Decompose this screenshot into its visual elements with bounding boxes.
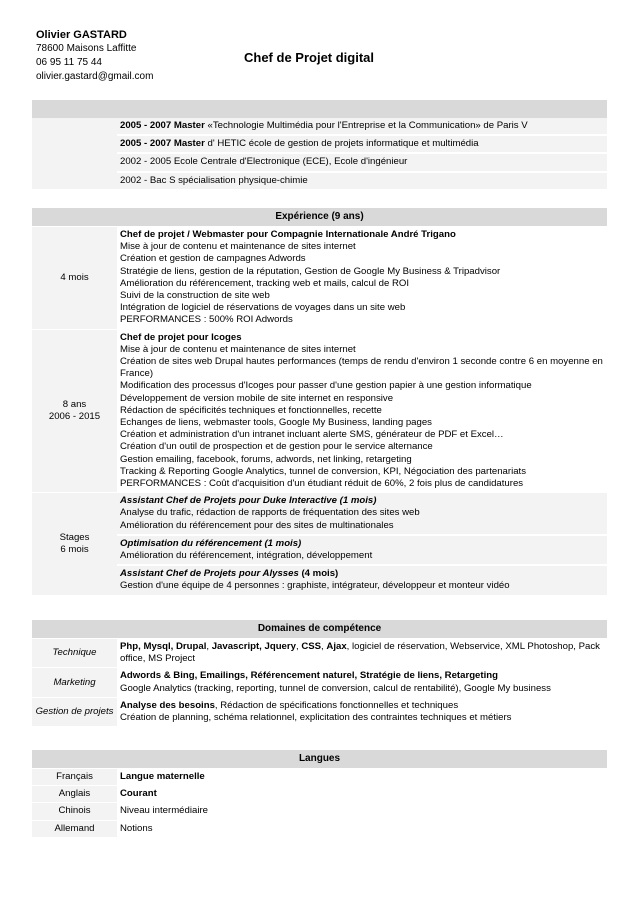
job-task: Création et administration d'un intranet incluant alerte SMS, générateur de PDF et Excel… (120, 429, 504, 441)
skill-keywords: Adwords & Bing, Emailings, Référencement naturel, Stratégie de liens, Retargeting (120, 670, 498, 682)
education-entry (117, 135, 607, 153)
language-level: Niveau intermédiaire (117, 803, 607, 820)
education-table (32, 118, 607, 189)
language-level: Courant (117, 786, 607, 803)
experience-section (32, 208, 607, 595)
internship-row (32, 565, 607, 594)
internship-task: Gestion d'une équipe de 4 personnes : graphiste, intégrateur, développeur et monteur vidéo (120, 580, 510, 592)
candidate-name: Olivier GASTARD (36, 29, 127, 41)
email: olivier.gastard@gmail.com (36, 71, 154, 82)
education-row (32, 153, 607, 171)
job-task: Stratégie de liens, gestion de la réputation, Gestion de Google My Business & Tripadvisor (120, 265, 501, 277)
skill-item: , logiciel de réservation, Webservice, XML Photoshop, Pack office, MS Project (120, 641, 600, 665)
skill-item: Javascript, Jquery (211, 641, 296, 652)
skill-line (120, 700, 604, 712)
duration-text: Stages (59, 531, 90, 543)
skill-text: Google Analytics (tracking, reporting, tunnel de conversion, calcul de rentabilité), Google My business (120, 682, 551, 694)
job-title: Chef de projet / Webmaster pour Compagnie Internationale André Trigano (120, 229, 456, 240)
language-row (32, 803, 607, 820)
education-heading (32, 100, 607, 118)
duration-text: 6 mois (60, 543, 89, 555)
job-task: Développement de version mobile de site internet en responsive (120, 392, 394, 404)
language-name: Allemand (32, 820, 117, 837)
internship-title: Assistant Chef de Projets pour Duke Interactive (1 mois) (120, 495, 377, 507)
duration-text: 2006 - 2015 (48, 410, 101, 422)
skill-details (117, 668, 607, 697)
address: 78600 Maisons Laffitte (36, 43, 137, 54)
skill-domain: Marketing (32, 668, 117, 697)
skill-item: CSS (301, 641, 322, 652)
internship-task: Analyse du trafic, rédaction de rapports de fréquentation des sites web (120, 507, 420, 519)
skill-keywords: Analyse des besoins (120, 699, 215, 711)
education-row (32, 118, 607, 135)
education-row (32, 172, 607, 189)
skill-item: , (206, 641, 212, 652)
job-task: Mise à jour de contenu et maintenance de sites internet (120, 241, 356, 253)
document-title: Chef de Projet digital (244, 50, 375, 65)
languages-table (32, 768, 607, 837)
job-task: PERFORMANCES : 500% ROI Adwords (120, 314, 293, 326)
job-title: Chef de projet pour Icoges (120, 331, 242, 343)
internship-title: Optimisation du référencement (1 mois) (120, 537, 302, 549)
internship-details (117, 493, 607, 535)
internship-details (117, 565, 607, 594)
experience-details (117, 227, 607, 330)
education-entry (117, 153, 607, 171)
job-task: Intégration de logiciel de réservations de voyages dans un site web (120, 302, 406, 314)
language-name: Chinois (32, 803, 117, 820)
job-task: Gestion emailing, facebook, forums, adwords, net linking, retargeting (120, 453, 412, 465)
skill-text: Création de planning, schéma relationnel, explicitation des contraintes techniques et métiers (120, 712, 512, 724)
internship-task: Amélioration du référencement pour des sites de multinationales (120, 519, 394, 531)
languages-section (32, 750, 607, 837)
internship-title-line (120, 495, 604, 507)
education-left-cell (32, 118, 117, 189)
language-level: Langue maternelle (117, 769, 607, 786)
skill-item: Php, Mysql, Drupal (120, 641, 207, 652)
job-task: PERFORMANCES : Coût d'acquisition d'un étudiant réduit de 60%, 2 fois plus de candidatures (120, 478, 524, 490)
job-task: Création de sites web Drupal hautes performances (temps de rendu d'environ 1 seconde contre 6 en moyenne en France) (120, 356, 603, 380)
education-description: 2002 - 2005 Ecole Centrale d'Electronique (ECE), Ecole d'ingénieur (120, 156, 408, 168)
internship-title: Assistant Chef de Projets pour Alysses (120, 568, 299, 580)
skill-row (32, 668, 607, 697)
skill-details (117, 639, 607, 668)
internship-details (117, 535, 607, 565)
education-description: 2002 - Bac S spécialisation physique-chimie (120, 174, 308, 186)
language-row (32, 786, 607, 803)
internship-task: Amélioration du référencement, intégration, développement (120, 550, 373, 562)
skill-row (32, 697, 607, 726)
experience-duration (32, 227, 117, 330)
language-name: Français (32, 769, 117, 786)
internship-title-line (120, 538, 604, 550)
language-level: Notions (117, 820, 607, 837)
internship-length: (4 mois) (298, 568, 339, 580)
experience-duration (32, 329, 117, 493)
education-description: «Technologie Multimédia pour l'Entreprise et la Communication» de Paris V (207, 120, 528, 131)
experience-row (32, 329, 607, 493)
skills-table (32, 638, 607, 726)
job-task: Echanges de liens, webmaster tools, Google My Business, landing pages (120, 417, 432, 429)
skill-domain: Technique (32, 639, 117, 668)
education-row (32, 135, 607, 153)
experience-heading: Expérience (9 ans) (32, 208, 607, 226)
languages-heading: Langues (32, 750, 607, 768)
job-task: Création et gestion de campagnes Adwords (120, 253, 306, 265)
skill-row (32, 639, 607, 668)
phone: 06 95 11 75 44 (36, 57, 102, 68)
job-task: Création d'un outil de prospection et de gestion pour le service alternance (120, 441, 433, 453)
job-task: Rédaction de spécificités techniques et fonctionnelles, recette (120, 404, 382, 416)
duration-text: 8 ans (62, 398, 87, 410)
skills-heading: Domaines de compétence (32, 620, 607, 638)
internship-row (32, 493, 607, 535)
job-task: Mise à jour de contenu et maintenance de sites internet (120, 343, 356, 355)
job-task: Suivi de la construction de site web (120, 290, 270, 302)
language-row (32, 769, 607, 786)
duration-text: 4 mois (60, 271, 89, 283)
education-description: d' HETIC école de gestion de projets informatique et multimédia (207, 138, 479, 150)
skill-item: , (295, 641, 302, 652)
internship-duration (32, 493, 117, 595)
skills-section (32, 620, 607, 726)
internship-title-line (120, 568, 604, 580)
contact-block (36, 28, 153, 84)
skill-item: , (321, 641, 327, 652)
skill-domain: Gestion de projets (32, 697, 117, 726)
education-section (32, 100, 607, 189)
experience-row (32, 227, 607, 330)
education-entry (117, 172, 607, 189)
skill-item: Ajax (326, 641, 347, 652)
job-task: Amélioration du référencement, tracking web et mails, calcul de ROI (120, 277, 410, 289)
skill-text: , Rédaction de spécifications fonctionnelles et techniques (214, 699, 459, 711)
experience-table (32, 226, 607, 595)
experience-details (117, 329, 607, 493)
education-degree: 2005 - 2007 Master (120, 138, 205, 150)
job-task: Tracking & Reporting Google Analytics, tunnel de conversion, KPI, Négociation des partenariats (120, 465, 527, 477)
education-entry (117, 118, 607, 135)
education-degree: 2005 - 2007 Master (120, 120, 205, 131)
job-task: Modification des processus d'Icoges pour passer d'une gestion papier à une gestion informatique (120, 380, 532, 392)
skill-details (117, 697, 607, 726)
language-row (32, 820, 607, 837)
internship-row (32, 535, 607, 565)
language-name: Anglais (32, 786, 117, 803)
